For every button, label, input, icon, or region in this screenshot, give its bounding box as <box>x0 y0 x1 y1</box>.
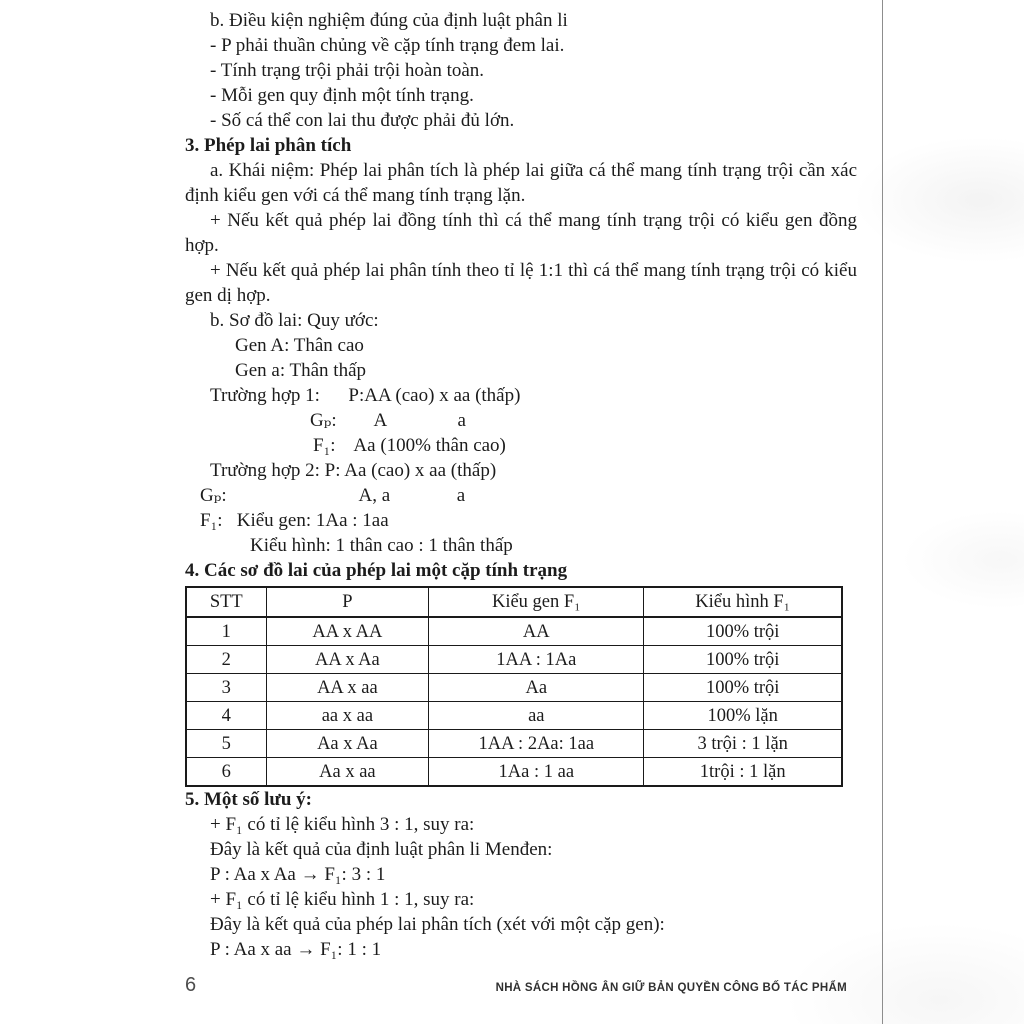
column-header-genotype: Kiểu gen F₁ <box>429 587 644 617</box>
cell-p: AA x aa <box>266 674 429 702</box>
note-2-scheme: P : Aa x aa → F₁: 1 : 1 <box>210 939 382 960</box>
cell-genotype: 1AA : 2Aa: 1aa <box>429 730 644 758</box>
cell-phenotype: 1trội : 1 lặn <box>644 758 842 787</box>
note-1-scheme: P : Aa x Aa → F₁: 3 : 1 <box>210 864 386 885</box>
note-1-ratio: + F₁ có tỉ lệ kiểu hình 3 : 1, suy ra: <box>210 814 475 835</box>
cell-genotype: 1Aa : 1 aa <box>429 758 644 787</box>
cross-case1-gametes: Gₚ: A a <box>310 410 466 431</box>
cell-stt: 4 <box>186 702 266 730</box>
cross-case2-f1-phenotype: Kiểu hình: 1 thân cao : 1 thân thấp <box>250 535 513 556</box>
cross-case1-parents: Trường hợp 1: P:AA (cao) x aa (thấp) <box>210 385 521 406</box>
subsection-2b-title: b. Điều kiện nghiệm đúng của định luật phân li <box>210 10 568 31</box>
cell-p: aa x aa <box>266 702 429 730</box>
cell-genotype: Aa <box>429 674 644 702</box>
cell-phenotype: 3 trội : 1 lặn <box>644 730 842 758</box>
cell-genotype: aa <box>429 702 644 730</box>
section-5-heading: 5. Một số lưu ý: <box>185 789 312 810</box>
condition-item-1: - P phải thuần chủng về cặp tính trạng đem lai. <box>210 35 565 56</box>
cross-case2-parents: Trường hợp 2: P: Aa (cao) x aa (thấp) <box>210 460 497 481</box>
gene-convention-dominant: Gen A: Thân cao <box>235 335 364 356</box>
cross-case2-gametes: Gₚ: A, a a <box>200 485 466 506</box>
table-row <box>186 758 842 787</box>
cell-stt: 1 <box>186 617 266 646</box>
cell-phenotype: 100% trội <box>644 617 842 646</box>
table-header-row <box>186 587 842 617</box>
gene-convention-recessive: Gen a: Thân thấp <box>235 360 367 381</box>
section-3b-note-2: + Nếu kết quả phép lai phân tính theo tỉ lệ 1:1 thì cá thể mang tính trạng trội có kiểu gen dị hợp. <box>185 260 857 306</box>
table-row <box>186 674 842 702</box>
cell-p: AA x Aa <box>266 646 429 674</box>
condition-item-4: - Số cá thể con lai thu được phải đủ lớn. <box>210 110 515 131</box>
document-page <box>185 8 857 962</box>
cell-genotype: AA <box>429 617 644 646</box>
cross-summary-table <box>185 586 843 787</box>
page-footer <box>185 974 847 997</box>
scan-edge-line <box>882 0 883 1024</box>
cell-phenotype: 100% trội <box>644 646 842 674</box>
table-row <box>186 702 842 730</box>
cell-stt: 6 <box>186 758 266 787</box>
section-3a-paragraph: a. Khái niệm: Phép lai phân tích là phép lai giữa cá thể mang tính trạng trội cần xác định kiểu gen với cá thể mang tính trạng lặn. <box>185 160 857 206</box>
section-4-heading: 4. Các sơ đồ lai của phép lai một cặp tính trạng <box>185 560 568 581</box>
table-row <box>186 646 842 674</box>
cell-p: Aa x aa <box>266 758 429 787</box>
column-header-p: P <box>266 587 429 617</box>
cell-phenotype: 100% trội <box>644 674 842 702</box>
table-row <box>186 617 842 646</box>
cross-case1-f1: F₁: Aa (100% thân cao) <box>313 435 506 456</box>
cell-p: AA x AA <box>266 617 429 646</box>
column-header-phenotype: Kiểu hình F₁ <box>644 587 842 617</box>
cell-stt: 5 <box>186 730 266 758</box>
cross-case2-f1-genotype: F₁: Kiểu gen: 1Aa : 1aa <box>200 510 389 531</box>
cell-genotype: 1AA : 1Aa <box>429 646 644 674</box>
note-1-conclusion: Đây là kết quả của định luật phân li Menđen: <box>210 839 553 860</box>
section-3-heading: 3. Phép lai phân tích <box>185 135 352 156</box>
page-number: 6 <box>185 974 197 996</box>
condition-item-3: - Mỗi gen quy định một tính trạng. <box>210 85 474 106</box>
copyright-text: NHÀ SÁCH HỒNG ÂN GIỮ BẢN QUYỀN CÔNG BỐ TÁC PHẨM <box>495 982 847 994</box>
condition-item-2: - Tính trạng trội phải trội hoàn toàn. <box>210 60 485 81</box>
note-2-conclusion: Đây là kết quả của phép lai phân tích (xét với một cặp gen): <box>210 914 665 935</box>
cell-phenotype: 100% lặn <box>644 702 842 730</box>
column-header-stt: STT <box>186 587 266 617</box>
table-row <box>186 730 842 758</box>
cell-p: Aa x Aa <box>266 730 429 758</box>
cell-stt: 3 <box>186 674 266 702</box>
note-2-ratio: + F₁ có tỉ lệ kiểu hình 1 : 1, suy ra: <box>210 889 475 910</box>
cell-stt: 2 <box>186 646 266 674</box>
section-3b-note-1: + Nếu kết quả phép lai đồng tính thì cá thể mang tính trạng trội có kiểu gen đồng hợp. <box>185 210 857 256</box>
section-3c-title: b. Sơ đồ lai: Quy ước: <box>210 310 379 331</box>
